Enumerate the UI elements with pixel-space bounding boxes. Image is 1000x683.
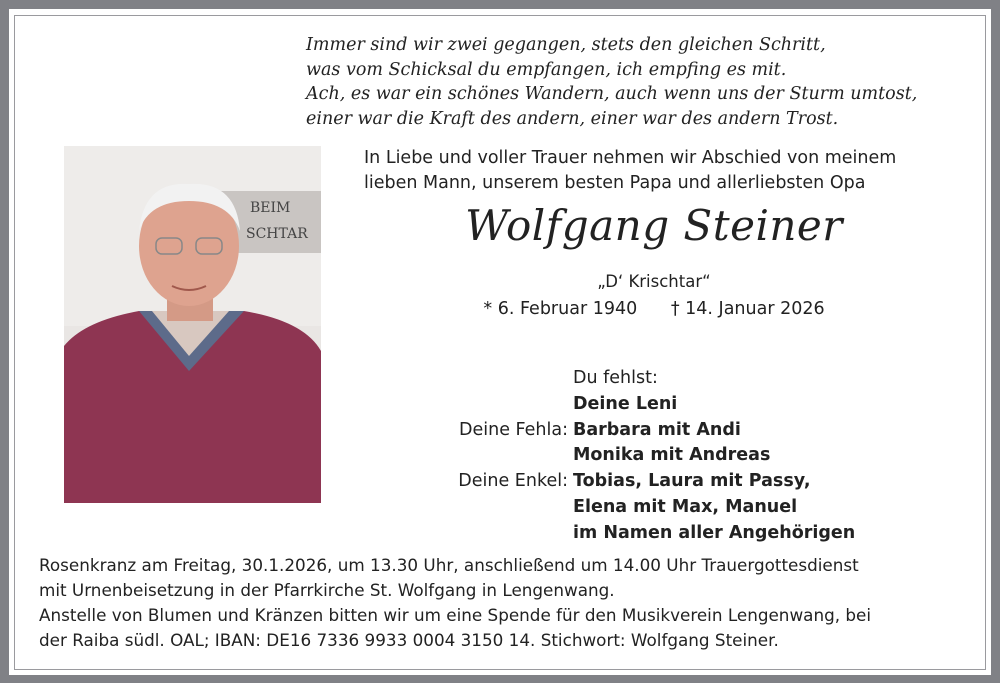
birth-date: * 6. Februar 1940 <box>483 299 638 319</box>
info-line: Anstelle von Blumen und Kränzen bitten wir um eine Spende für den Musikverein Lengenwang, bei <box>39 605 872 625</box>
info-line: mit Urnenbeisetzung in der Pfarrkirche St. Wolfgang in Lengenwang. <box>39 580 615 600</box>
service-info <box>39 553 871 653</box>
intro-line: lieben Mann, unserem besten Papa und allerliebsten Opa <box>364 173 866 193</box>
info-line: der Raiba südl. OAL; IBAN: DE16 7336 9933 0004 3150 14. Stichwort: Wolfgang Steiner. <box>39 630 779 650</box>
poem-line: was vom Schicksal du empfangen, ich empfing es mit. <box>306 59 787 80</box>
obituary-card <box>9 9 991 675</box>
family-row: Deine Fehla: Barbara mit Andi <box>459 419 741 440</box>
poem-line: Ach, es war ein schönes Wandern, auch wenn uns der Sturm umtost, <box>306 84 918 104</box>
poem <box>306 33 917 131</box>
poem-line: einer war die Kraft des andern, einer war des andern Trost. <box>306 108 839 129</box>
deceased-name: Wolfgang Steiner <box>465 201 843 250</box>
sign-text: SCHTAR <box>246 226 308 242</box>
poem-line: Immer sind wir zwei gegangen, stets den gleichen Schritt, <box>306 35 826 55</box>
family-row: Deine Enkel: Tobias, Laura mit Passy, <box>458 471 811 492</box>
family-row: Deine Leni <box>573 393 678 414</box>
life-dates <box>364 299 944 319</box>
intro-text <box>364 146 896 196</box>
info-line: Rosenkranz am Freitag, 30.1.2026, um 13.30 Uhr, anschließend um 14.00 Uhr Trauergottesdienst <box>39 555 859 575</box>
sign-text: BEIM <box>250 200 291 216</box>
family-row: Du fehlst: <box>573 368 658 388</box>
family-list <box>409 366 855 547</box>
nickname: „D‘ Krischtar“ <box>597 272 711 291</box>
family-row: im Namen aller Angehörigen <box>573 522 856 543</box>
portrait-photo <box>64 146 321 503</box>
death-date: † 14. Januar 2026 <box>670 299 825 319</box>
family-row: Monika mit Andreas <box>573 445 771 466</box>
family-row: Elena mit Max, Manuel <box>573 496 798 517</box>
intro-line: In Liebe und voller Trauer nehmen wir Abschied von meinem <box>364 148 897 168</box>
